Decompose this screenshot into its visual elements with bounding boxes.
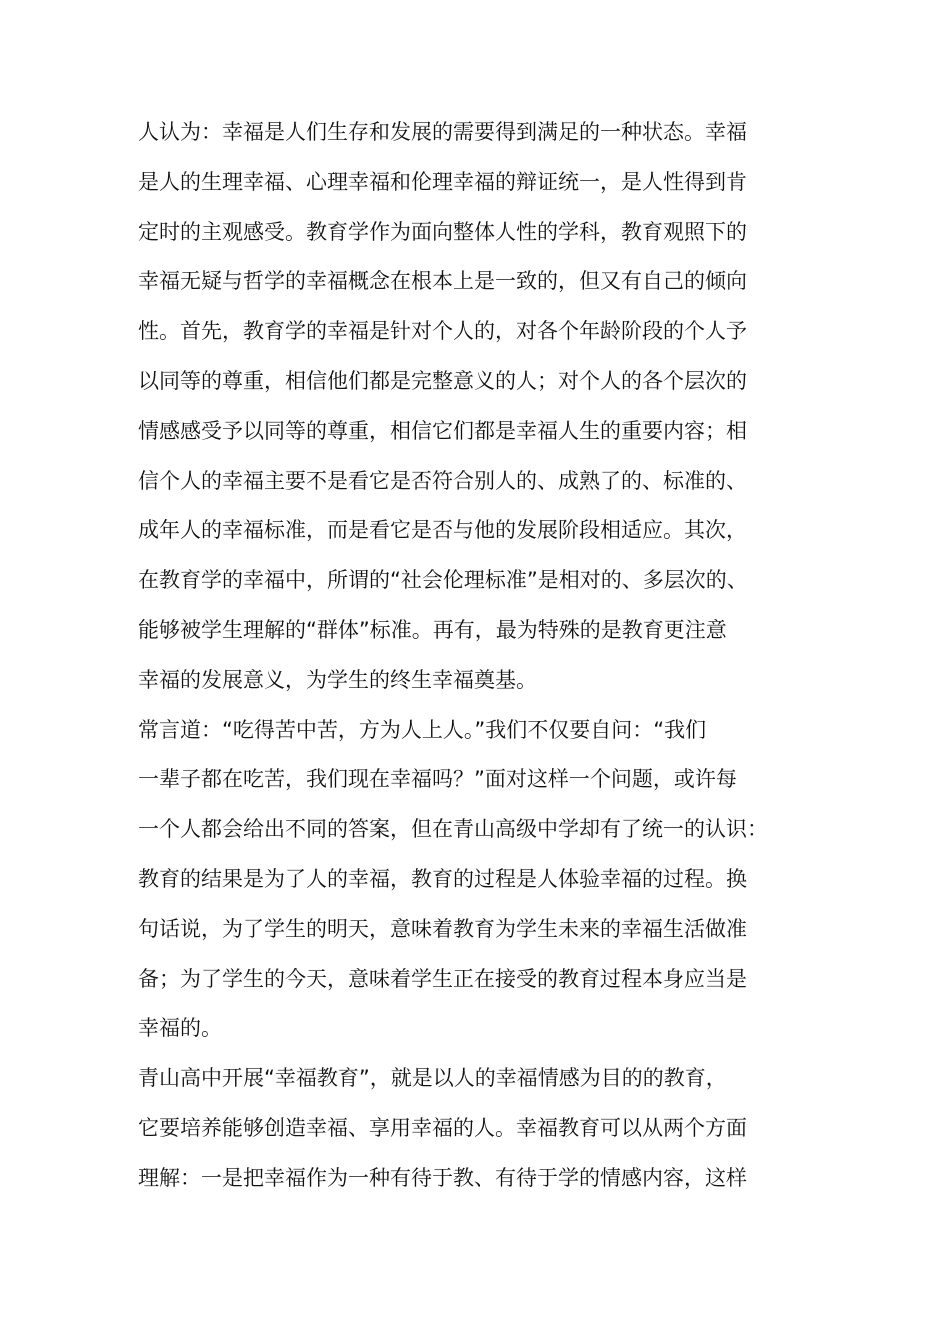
text-line: 青山高中开展“幸福教育”，就是以人的幸福情感为目的的教育， [138, 1066, 727, 1091]
text-line: 一个人都会给出不同的答案，但在青山高级中学却有了统一的认识： [138, 817, 768, 842]
text-line: 在教育学的幸福中，所谓的“社会伦理标准”是相对的、多层次的、 [138, 568, 748, 593]
text-line: 备；为了学生的今天，意味着学生正在接受的教育过程本身应当是 [138, 966, 747, 991]
text-line: 句话说，为了学生的明天，意味着教育为学生未来的幸福生活做准 [138, 916, 747, 941]
text-line: 人认为：幸福是人们生存和发展的需要得到满足的一种状态。幸福 [138, 120, 747, 144]
text-line: 常言道：“吃得苦中苦，方为人上人。”我们不仅要自问：“我们 [138, 717, 707, 742]
body-text [138, 108, 818, 1204]
text-line: 以同等的尊重，相信他们都是完整意义的人；对个人的各个层次的 [138, 368, 747, 393]
text-line: 能够被学生理解的“群体”标准。再有，最为特殊的是教育更注意 [138, 617, 727, 642]
text-line: 幸福无疑与哲学的幸福概念在根本上是一致的，但又有自己的倾向 [138, 269, 747, 294]
text-line: 是人的生理幸福、心理幸福和伦理幸福的辩证统一，是人性得到肯 [138, 169, 747, 194]
text-line: 信个人的幸福主要不是看它是否符合别人的、成熟了的、标准的、 [138, 468, 747, 493]
text-line: 定时的主观感受。教育学作为面向整体人性的学科，教育观照下的 [138, 219, 747, 244]
text-line: 一辈子都在吃苦，我们现在幸福吗？”面对这样一个问题，或许每 [138, 767, 737, 792]
text-line: 幸福的。 [138, 1016, 222, 1041]
text-line: 成年人的幸福标准，而是看它是否与他的发展阶段相适应。其次， [138, 518, 747, 543]
text-line: 理解：一是把幸福作为一种有待于教、有待于学的情感内容，这样 [138, 1165, 747, 1190]
text-line: 性。首先，教育学的幸福是针对个人的，对各个年龄阶段的个人予 [138, 319, 747, 344]
text-line: 它要培养能够创造幸福、享用幸福的人。幸福教育可以从两个方面 [138, 1115, 747, 1140]
text-line: 情感感受予以同等的尊重，相信它们都是幸福人生的重要内容；相 [138, 418, 747, 443]
text-line: 幸福的发展意义，为学生的终生幸福奠基。 [138, 667, 537, 692]
text-line: 教育的结果是为了人的幸福，教育的过程是人体验幸福的过程。换 [138, 866, 747, 891]
